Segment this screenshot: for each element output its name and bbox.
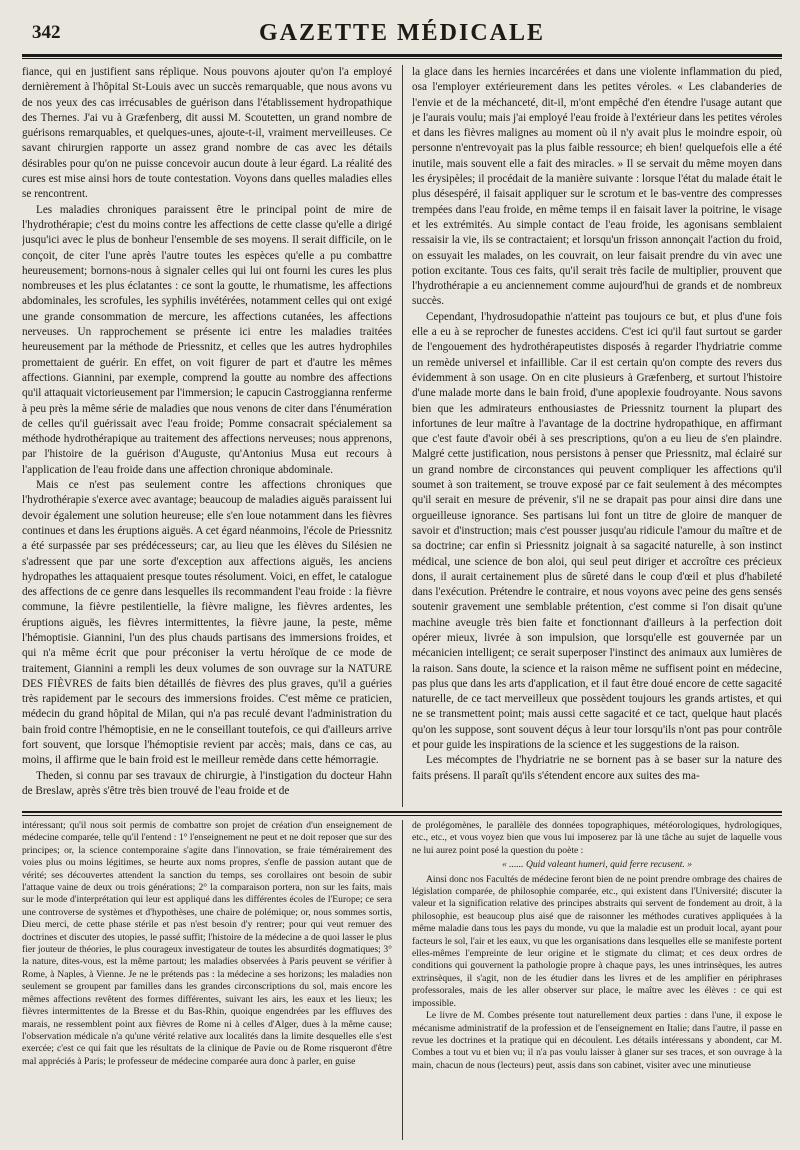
- latin-quotation: « ...... Quid valeant humeri, quid ferre recusent. »: [501, 859, 693, 871]
- feuilleton-rule: [22, 811, 782, 813]
- page-number: 342: [32, 22, 61, 43]
- journal-title: GAZETTE MÉDICALE: [258, 20, 546, 46]
- header-rule: [22, 54, 782, 57]
- paragraph: Cependant, l'hydrosudopathie n'atteint pas toujours ce but, et plus d'une fois elle a eu à se reprocher de funestes accidens. C'est ici qu'il faut surtout se garder de l'engouement des hydrothérapeutistes disposés à regarder l'hydriatrie comme un remède universel et infaillible. Car il est certain qu'on compte des revers dus évidemment à son usage. On en cite plusieurs à Græfenberg, et surtout l'histoire d'une malade morte dans le bain froid, d'une apoplexie foudroyante. Nous savons bien que les admirateurs enthousiastes de Priessnitz tournent la plupart des infortunes de leur maître à l'avantage de la doctrine hydropathique, en affirmant que c'est faute d'avoir obéi à ses prescriptions, qu'on a eu lieu de s'en plaindre. Malgré cette justification, nous persistons à penser que Priessnitz, mal éclairé sur un grand nombre de circonstances qui peuvent compliquer les affections qu'il soumet à son traitement, se trouve exposé par ce fait seulement à des mécomptes qu'il serait en mesure de prévenir, s'il ne se drapait pas pour ainsi dire dans une orgueilleuse ignorance. Ses partisans lui font un titre de gloire de manquer de savoir et d'instruction; mais c'est pousser jusqu'au ridicule l'amour du maître et de sa doctrine; car enfin si Priessnitz joignait à sa sagacité naturelle, à son instinct médical, une science de bon aloi, qui seul peut diriger et accroître ces précieux dons, il aurait certainement plus de sûreté dans le coup d'œil et plus d'habileté dans l'exécution. Prétendre le contraire, et nous voyons avec peine des gens sensés soutenir gravement une semblable prétention, c'est comme si l'on disait qu'une machine aveugle très bien faite et fonctionnant d'ailleurs à la perfection doit opérer mieux, livrée à son impulsion, que lorsqu'elle est gouvernée par un mécanicien intelligent; ce serait superposer l'instinct des animaux aux lumières de la raison. Sans doute, la science et la raison même ne suffisent point en médecine, pas plus que dans les arts d'application, et il faut être doué encore de cette sagacité naturelle, de ce tact merveilleux que possèdent toujours les grands artistes, et qui ne se transmettent point; mais aussi cette sagacité et ce tact, quelque haut placés qu'on les suppose, sont souvent déçus à leur tour lorsqu'ils n'ont pas pour contrôle et pour guide les inspirations de la science et les suggestions de la raison.: [412, 310, 782, 752]
- upper-article: [22, 65, 782, 807]
- paragraph: Mais ce n'est pas seulement contre les affections chroniques que l'hydrothérapie s'exerce avec avantage; beaucoup de maladies aiguës paraissent lui devoir également une solution heureuse; elle s'en loue notamment dans les fièvres continues et dans les éruptions aiguës. A cet égard néanmoins, l'école de Priessnitz a été surpassée par ses prédécesseurs; car, au lieu que les élèves du Silésien ne s'adressent que par une sorte d'exception aux affections aiguës, les anciens hydropathes les attaquaient presque toutes résolument. Voici, en effet, le catalogue des affections de ce genre dans lesquelles ils recommandent l'eau froide : la fièvre commune, la fièvre pestilentielle, la fièvre maligne, les fièvres ardentes, les éruptions aiguës, les fièvres intermittentes, la fièvre jaune, la peste, même l'hémoptisie. Giannini, l'un des plus chauds partisans des immersions froides, et qui n'a même écrit que pour préconiser la vertu héroïque de ce mode de traitement, Giannini a rempli les deux volumes de son ouvrage sur la NATURE DES FIÈVRES de faits bien détaillés de fièvres des plus graves, qu'il a guéries très rapidement par le secours des immersions froides. C'est même ce praticien, médecin du grand hôpital de Milan, qui n'a pas reculé devant l'administration du bain froid contre l'hémoptisie, en ne le conseillant toutefois, ce qui d'ailleurs arrive fort souvent, que lorsque l'hémoptisie revient par accès; mais, dans ce cas, au moins, il affirme que le bain froid est le meilleur remède dans cette hémorragie.: [22, 479, 392, 767]
- lower-left-column: [22, 820, 392, 1140]
- lower-right-column: [412, 820, 782, 1140]
- column-divider: [402, 820, 403, 1140]
- page-header: [22, 14, 782, 48]
- paragraph: la glace dans les hernies incarcérées et dans une violente inflammation du pied, osa l'employer extérieurement dans les petites véroles. « Les clabanderies de l'envie et de la méchanceté, dit-il, m'ont empêché d'en étendre l'usage autant que je l'aurais voulu; mais j'ai employé l'eau froide à l'extérieur dans les petites véroles et dans les fièvres malignes au moment où il n'y avait plus le moindre espoir, où personne n'entrevoyait pas la plus faible ressource; eh bien! quelquefois elle a été inutile, mais souvent elle a fait des miracles. » Il se servait du même moyen dans les érysipèles; il procédait de la manière suivante : lorsque l'état du malade était le plus désespéré, il faisait appliquer sur le scrotum et le bas-ventre des compresses trempées dans l'eau froide, en même temps il en faisait laver la poitrine, le visage et les extrémités. Au simple contact de l'eau froide, les agonisans semblaient ressaisir la vie, ils se contractaient; et lorsqu'un frisson annonçait l'action du froid, on essuyait les malades, on les couvrait, on leur faisait prendre du vin avec une potion excitante. Tous ces faits, qu'il serait très facile de multiplier, prouvent que l'hydrothérapie a eu anciennement comme aujourd'hui de grands et de nombreux succès.: [412, 66, 782, 308]
- feuilleton: [22, 820, 782, 1140]
- feuilleton-rule-thin: [22, 815, 782, 816]
- paragraph: Les mécomptes de l'hydriatrie ne se bornent pas à se baser sur la nature des faits présens. Il paraît qu'ils s'étendent encore aux suites des ma-: [412, 754, 782, 782]
- upper-right-column: [412, 65, 782, 807]
- paragraph: Theden, si connu par ses travaux de chirurgie, à l'instigation du docteur Hahn de Breslaw, après s'être très bien trouvé de l'eau froide et de: [22, 769, 392, 797]
- paragraph: Les maladies chroniques paraissent être le principal point de mire de l'hydrothérapie; c'est du moins contre les affections de cette classe qu'elle a dirigé jusqu'ici avec le plus de bonheur l'ensemble de ses moyens. Il serait difficile, on le conçoit, de citer l'une après l'autre toutes les espèces qu'elle a pu combattre heureusement; bornons-nous à signaler celles qui lui ont fourni les cures les plus nombreuses et les plus éclatantes : ce sont la goutte, le rhumatisme, les affections abdominales, les scrofules, les syphilis invétérées, notamment celles qui ont exigé une grande consommation de mercure, les affections cutanées, les affections nerveuses. Un rapprochement se présente ici entre les maladies traitées heureusement par la méthode de Priessnitz, et celles que les autres hydrophiles promettaient de guérir. En effet, on voit figurer de part et d'autre les mêmes affections. Giannini, par exemple, comprend la goutte au nombre des affections qu'il attaquait victorieusement par l'immersion; le capucin Castroggianna renferme à peu près la même série de maladies que nous venons de citer dans l'énumération de celles qu'il guérissait avec l'eau froide; Pomme consacrait spécialement sa méthode hydrothérapique au traitement des affections nerveuses; nous apprenons, par l'histoire de la guérison d'Auguste, qu'Antonius Musa eut recours à l'application de l'eau froide dans une affection chronique abdominale.: [22, 203, 392, 476]
- paragraph: intéressant; qu'il nous soit permis de combattre son projet de création d'un enseignement de médecine comparée, telle qu'il l'entend : 1° l'enseignement ne peut et ne doit reposer que sur des principes; or, la science contemporaine s'agite dans l'innovation, se fraie témérairement des voies plus ou moins légitimes, se heurte aux noms propres, s'enfle de passion autant que de vérité; ses découvertes attendent la sanction du temps, ses corollaires ont besoin de subir l'attaque vaine de deux ou trois générations; 2° la comparaison portera, non sur les faits, mais sur le mode d'interprétation qui leur est appliqué dans les différentes écoles de l'Europe; ce sera une controverse de systèmes et d'hypothèses, une chaire de polémique; or, nous sommes sortis, Dieu merci, de cette phase stérile et pas n'est besoin d'y rentrer; pour qui veut remuer des doctrines et discuter des utopies, le passé suffit; l'histoire de la médecine a de quoi lasser le plus fier jouteur de théories, le plus courageux investigateur de toutes les absurdités dogmatiques; 3° la nature, dites-vous, est la même partout; les maladies observées à Paris peuvent se vérifier à Rome, à Naples, à Vienne. Je ne le prétends pas : la médecine a ses horizons; les maladies non seulement se groupent par familles dans les grandes circonscriptions du sol, mais encore les mêmes affections revêtent des formes différentes, suivant les airs, les eaux et les lieux; les fièvres intermittentes de la Bresse et du Bas-Rhin, quoique engendrées par les effluves des marais, ne ressemblent point aux fièvres de Rome ni à celles d'Alger, dues à la même cause; l'observation médicale n'a qu'une vérité relative aux localités dans la limite desquelles elle s'est exercée; c'est ce qui fait que les résultats de la clinique de Pavie ou de Rome risqueront d'être mal appréciés à Paris; le professeur de médecine comparée aura donc à parler, en guise: [22, 820, 392, 1067]
- paragraph: de prolégomènes, le parallèle des données topographiques, météorologiques, hydrologiques, etc., etc., et vous voyez bien que vous lui imposerez par là une tâche au sujet de laquelle vous ne lui aurez point posé la question du poète :: [412, 820, 782, 856]
- header-rule-thin: [22, 58, 782, 59]
- column-divider: [402, 65, 403, 807]
- paragraph: Le livre de M. Combes présente tout naturellement deux parties : dans l'une, il expose le mécanisme administratif de la profession et de l'enseignement en Italie; dans l'autre, il passe en revue les doctrines et la pratique qui en découlent. Les détails intéressans y abondent, car M. Combes a tout vu et bien vu; il n'a pas voulu laisser à glaner sur ses traces, et son ouvrage à la main, chacun de nous (lecteurs) peut, assis dans son cabinet, visiter avec une minutieuse: [412, 1010, 782, 1071]
- paragraph: Ainsi donc nos Facultés de médecine feront bien de ne point prendre ombrage des chaires de législation comparée, de philosophie comparée, etc., qui existent dans l'Université; discuter la valeur et la signification relative des principes abstraits qui servent de fondement au droit, à la philosophie, est beaucoup plus aisé que de raisonner les méthodes curatives appliquées à la même maladie dans tous les pays du monde, vu que la maladie est un produit local, ayant pour facteurs le sol, l'air et les eaux, vu que les organisations dans lesquelles elle se manifeste portent elles-mêmes l'empreinte de leur origine et le stigmate du climat; et ces deux ordres de conditions qui gouvernent la pathologie propre à chaque pays, les unes intrinsèques, les autres extrinsèques, il s'agit, non de les étudier dans les livres et de les amplifier en périphrases professorales, mais de les aller observer sur place, le maître avec les élèves : ce qui est impossible.: [412, 873, 782, 1009]
- paragraph: fiance, qui en justifient sans réplique. Nous pouvons ajouter qu'on l'a employé dernièrement à l'hôpital St-Louis avec un succès remarquable, que nous avons vu de nos yeux des cas irrécusables de guérison dans l'établissement hydropathique des Thernes. J'ai vu à Græfenberg, dit aussi M. Scoutetten, un grand nombre de guérisons remarquables, et quelques-unes, ajoute-t-il, vraiment merveilleuses. Ce savant chirurgien rapporte un assez grand nombre de cas avec les détails désirables pour qu'on ne puisse concevoir aucun doute à leur égard. La réalité des cures est mise ainsi hors de toute contestation. Voyons dans quelles maladies elles se rencontrent.: [22, 66, 392, 201]
- upper-left-column: [22, 65, 392, 807]
